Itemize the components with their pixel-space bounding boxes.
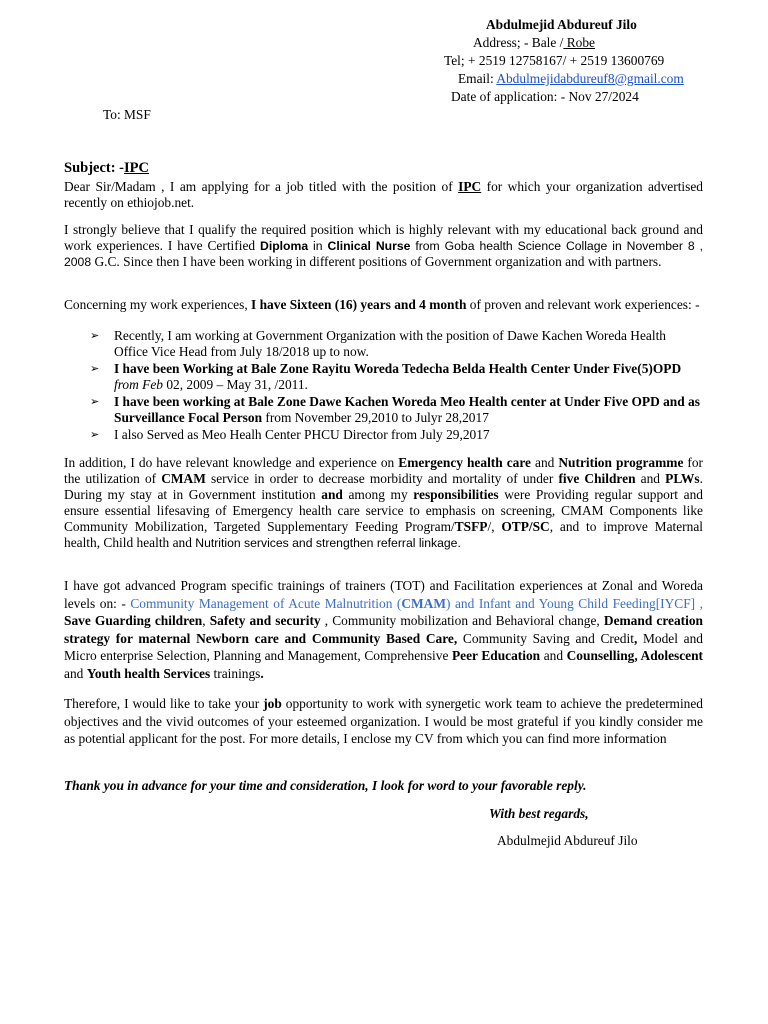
paragraph-conclusion: Therefore, I would like to take your job opportunity to work with synergetic work team to achieve the predetermined objectives and the vivid outcomes of your esteemed organization. I would be most grateful if you kindly consider me as potential applicant for the post. For more details, I enclose my CV from which you can find more information	[64, 696, 703, 746]
application-date: Date of application: - Nov 27/2024	[451, 89, 639, 104]
paragraph-knowledge: In addition, I do have relevant knowledge and experience on Emergency health care and Nutrition programme for the utilization of CMAM service in order to decrease morbidity and mortality of under five Children and PLWs. During my stay at in Government institution and among my responsibilities were Providing regular support and ensure essential lifesaving of Emergency health care service to emphasis on screening, CMAM Components like Community Mobilization, Targeted Supplementary Feeding Program/TSFP/, OTP/SC, and to improve Maternal health, Child health and Nutrition services and strengthen referral linkage.	[64, 455, 704, 550]
sender-address: Address; - Bale / Robe	[473, 35, 595, 50]
list-item: ➢ I also Served as Meo Healh Center PHCU Director from July 29,2017	[90, 427, 490, 442]
email-link[interactable]: Abdulmejidabdureuf8@gmail.com	[496, 71, 684, 86]
sender-tel: Tel; + 2519 12758167/ + 2519 13600769	[444, 53, 665, 68]
subject-line: Subject: -IPC	[64, 160, 149, 176]
paragraph-education: I strongly believe that I qualify the required position which is highly relevant with my educational back ground and work experiences. I have Certified Diploma in Clinical Nurse from Goba health Science Collage in November 8 , 2008 G.C. Since then I have been working in different positions of Government organization and with partners.	[64, 222, 703, 269]
arrow-bullet-icon: ➢	[90, 428, 100, 441]
arrow-bullet-icon: ➢	[90, 395, 100, 408]
list-item: ➢ I have been Working at Bale Zone Rayitu Woreda Tedecha Belda Health Center Under Five(5)OPD from Feb 02, 2009 – May 31, /2011.	[90, 361, 682, 392]
arrow-bullet-icon: ➢	[90, 362, 100, 375]
sender-email: Email: Abdulmejidabdureuf8@gmail.com	[458, 71, 684, 86]
arrow-bullet-icon: ➢	[90, 329, 100, 342]
signature-name: Abdulmejid Abdureuf Jilo	[497, 833, 638, 848]
paragraph-intro: Dear Sir/Madam , I am applying for a job titled with the position of IPC for which your organization advertised recently on ethiojob.net.	[64, 179, 703, 210]
paragraph-experience: Concerning my work experiences, I have Sixteen (16) years and 4 month of proven and relevant work experiences: -	[64, 297, 700, 312]
experience-list	[90, 328, 703, 444]
list-item: ➢ I have been working at Bale Zone Dawe Kachen Woreda Meo Health center at Under Five OPD and as Surveillance Focal Person from November 29,2010 to Julyr 28,2017	[90, 394, 700, 425]
regards: With best regards,	[489, 806, 589, 821]
recipient: To: MSF	[103, 107, 151, 122]
closing-line: Thank you in advance for your time and consideration, I look for word to your favorable reply.	[64, 778, 587, 793]
sender-name: Abdulmejid Abdureuf Jilo	[486, 17, 637, 32]
paragraph-trainings: I have got advanced Program specific trainings of trainers (TOT) and Facilitation experiences at Zonal and Woreda levels on: - Community Management of Acute Malnutrition (CMAM) and Infant and Young Child Feeding[IYCF] , Save Guarding children, Safety and security , Community mobilization and Behavioral change, Demand creation strategy for maternal Newborn care and Community Based Care, Community Saving and Credit, Model and Micro enterprise Selection, Planning and Management, Comprehensive Peer Education and Counselling, Adolescent and Youth health Services trainings.	[64, 578, 704, 681]
list-item: ➢ Recently, I am working at Government Organization with the position of Dawe Kachen Woreda Health Office Vice Head from July 18/2018 up to now.	[90, 328, 666, 359]
